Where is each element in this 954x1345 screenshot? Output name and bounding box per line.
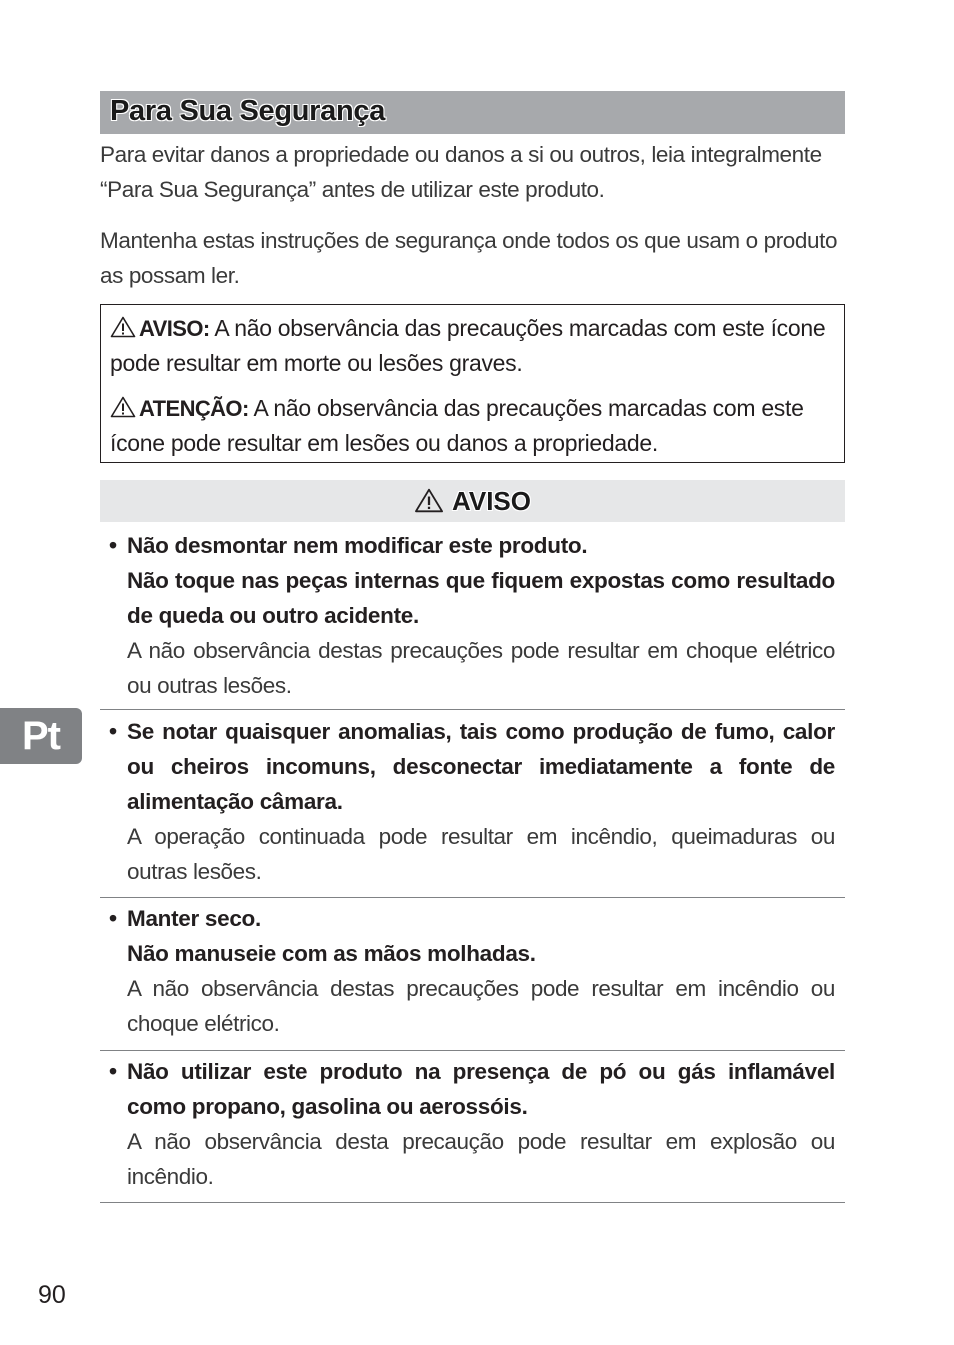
- bullet: •: [109, 905, 118, 931]
- list-item: [100, 1054, 845, 1203]
- warning-section-header: [100, 480, 845, 522]
- legend-caution-text: A não observância das precauções marcadas com este ícone pode resultar em lesões ou danos a propriedade.: [110, 395, 804, 456]
- bullet: •: [109, 532, 118, 558]
- list-item: [100, 901, 845, 1051]
- legend-caution-keyword: ATENÇÃO:: [139, 396, 249, 421]
- item-instruction: Não toque nas peças internas que fiquem expostas como resultado de queda ou outro acidente.: [127, 568, 835, 628]
- warning-triangle-icon: [110, 316, 136, 338]
- legend-caution: [110, 391, 834, 461]
- item-instruction: Não utilizar este produto na presença de pó ou gás inflamável como propano, gasolina ou aerossóis.: [127, 1059, 835, 1119]
- item-instruction: Manter seco.: [127, 906, 261, 931]
- warning-triangle-icon: [414, 488, 444, 513]
- item-consequence: A operação continuada pode resultar em incêndio, queimaduras ou outras lesões.: [127, 824, 835, 884]
- item-instruction: Se notar quaisquer anomalias, tais como produção de fumo, calor ou cheiros incomuns, desconectar imediatamente a fonte de alimentação câmara.: [127, 719, 835, 814]
- list-item: [100, 714, 845, 898]
- legend-warning-keyword: AVISO:: [139, 316, 210, 341]
- page-title: Para Sua Segurança: [110, 95, 386, 127]
- hazard-legend-box: [100, 304, 845, 463]
- section-title-bar: [100, 91, 845, 134]
- intro-paragraph-2: Mantenha estas instruções de segurança onde todos os que usam o produto as possam ler.: [100, 228, 838, 288]
- language-tab: Pt: [0, 708, 82, 764]
- item-consequence: A não observância desta precaução pode resultar em explosão ou incêndio.: [127, 1129, 835, 1189]
- warning-section-title: AVISO: [452, 486, 531, 516]
- item-consequence: A não observância destas precauções pode resultar em choque elétrico ou outras lesões.: [127, 638, 835, 698]
- item-instruction: Não manuseie com as mãos molhadas.: [127, 941, 536, 966]
- bullet: •: [109, 718, 118, 744]
- list-item: [100, 528, 845, 710]
- page-number: 90: [38, 1281, 66, 1309]
- warning-triangle-icon: [110, 396, 136, 418]
- bullet: •: [109, 1058, 118, 1084]
- intro-paragraph-1: Para evitar danos a propriedade ou danos a si ou outros, leia integralmente “Para Sua Segurança” antes de utilizar este produto.: [100, 142, 822, 202]
- legend-warning: [110, 311, 834, 381]
- legend-warning-text: A não observância das precauções marcadas com este ícone pode resultar em morte ou lesões graves.: [110, 315, 826, 376]
- item-instruction: Não desmontar nem modificar este produto.: [127, 533, 588, 558]
- item-consequence: A não observância destas precauções pode resultar em incêndio ou choque elétrico.: [127, 976, 835, 1036]
